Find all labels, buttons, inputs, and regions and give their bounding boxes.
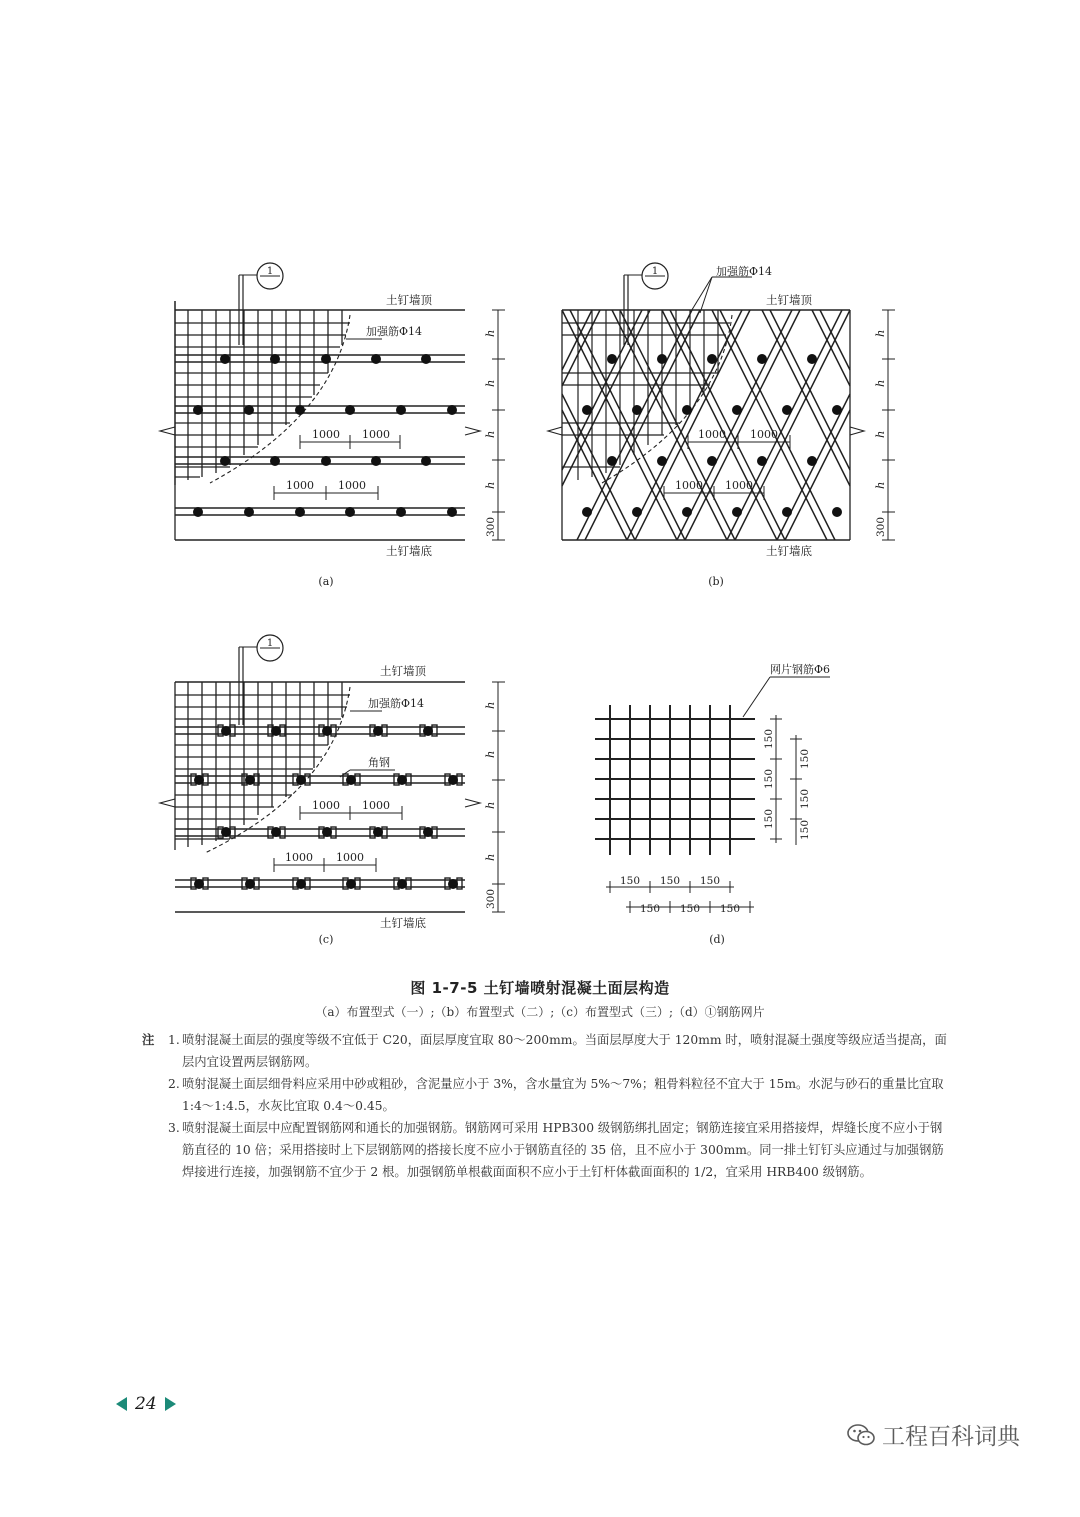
section-mark-number: 1	[266, 638, 274, 649]
dim-1000: 1000	[286, 479, 314, 492]
dim-1000: 1000	[675, 479, 703, 492]
dim-1000: 1000	[750, 428, 778, 441]
diamond-lattice	[562, 310, 850, 540]
dim-1000: 1000	[725, 479, 753, 492]
dim-1000: 1000	[312, 799, 340, 812]
dim-h: h	[483, 801, 497, 809]
note-item: 3. 喷射混凝土面层中应配置钢筋网和通长的加强钢筋。钢筋网可采用 HPB300 级钢筋绑扎固定；钢筋连接宜采用搭接焊，焊缝长度不应小于钢筋直径的 10 倍；采用搭接时上下层钢筋网的搭接长度不应小于钢筋直径的 35 倍，且不应小于 300mm。同一排土钉钉头应通过与加强钢筋焊接进行连接，加强钢筋不宜少于 2 根。加强钢筋单根截面面积不应小于土钉杆体截面面积的 1/2，宜采用 HRB400 级钢筋。	[168, 1121, 944, 1179]
dim-300: 300	[875, 516, 887, 537]
figure-d	[580, 655, 860, 950]
reinforcement-bar-label: 加强筋Φ14	[366, 325, 423, 338]
watermark-text: 工程百科词典	[882, 1424, 1020, 1450]
dim-h: h	[873, 329, 887, 337]
watermark	[846, 1418, 1020, 1451]
dim-1000: 1000	[285, 851, 313, 864]
dim-1000: 1000	[336, 851, 364, 864]
wall-top-label: 土钉墙顶	[380, 664, 426, 678]
dim-h: h	[483, 750, 497, 758]
dim-150: 150	[799, 819, 811, 841]
note-text: 喷射混凝土面层的强度等级不宜低于 C20，面层厚度宜取 80～200mm。当面层厚度大于 120mm 时，喷射混凝土强度等级应适当提高，面层内宜设置两层钢筋网。	[182, 1033, 947, 1069]
figure-c-label: (c)	[318, 933, 334, 946]
mesh-sheet	[595, 705, 755, 855]
figure-c	[150, 625, 530, 955]
notes-label: 注	[142, 1032, 155, 1047]
dim-150: 150	[799, 788, 811, 810]
dim-150: 150	[763, 728, 775, 750]
dim-h: h	[873, 481, 887, 489]
angle-steel-label: 角钢	[368, 756, 390, 769]
dim-150: 150	[719, 903, 741, 915]
dim-300: 300	[485, 888, 497, 909]
mesh-bar-label: 网片钢筋Φ6	[770, 663, 831, 676]
wall-top-label: 土钉墙顶	[766, 293, 812, 307]
dim-150: 150	[619, 875, 641, 887]
figure-d-label: (d)	[709, 933, 725, 946]
prev-page-icon[interactable]	[116, 1397, 127, 1411]
wall-top-label: 土钉墙顶	[386, 293, 432, 307]
reinforcement-bar-label: 加强筋Φ14	[716, 265, 773, 278]
page-number: 24	[135, 1394, 157, 1414]
note-item: 2. 喷射混凝土面层细骨料应采用中砂或粗砂，含泥量应小于 3%，含水量宜为 5%～7%；粗骨料粒径不宜大于 15m。水泥与砂石的重量比宜取 1:4～1:4.5，水灰比宜取 0.4～0.45。	[168, 1077, 944, 1113]
dim-h: h	[483, 430, 497, 438]
figure-title: 图 1-7-5 土钉墙喷射混凝土面层构造	[410, 979, 670, 997]
reinforcement-bar-label: 加强筋Φ14	[368, 697, 425, 710]
dim-h: h	[483, 701, 497, 709]
figure-a	[150, 255, 530, 595]
dim-150: 150	[799, 748, 811, 770]
dim-h: h	[483, 853, 497, 861]
wall-bottom-label: 土钉墙底	[380, 916, 426, 930]
dim-h: h	[483, 481, 497, 489]
dim-150: 150	[699, 875, 721, 887]
note-text: 喷射混凝土面层细骨料应采用中砂或粗砂，含泥量应小于 3%，含水量宜为 5%～7%；粗骨料粒径不宜大于 15m。水泥与砂石的重量比宜取 1:4～1:4.5，水灰比宜取 0.4～0.45。	[182, 1077, 944, 1113]
dim-h: h	[873, 430, 887, 438]
note-text: 喷射混凝土面层中应配置钢筋网和通长的加强钢筋。钢筋网可采用 HPB300 级钢筋绑扎固定；钢筋连接宜采用搭接焊，焊缝长度不应小于钢筋直径的 10 倍；采用搭接时上下层钢筋网的搭接长度不应小于钢筋直径的 35 倍，且不应小于 300mm。同一排土钉钉头应通过与加强钢筋焊接进行连接，加强钢筋不宜少于 2 根。加强钢筋单根截面面积不应小于土钉杆体截面面积的 1/2，宜采用 HRB400 级钢筋。	[182, 1121, 944, 1179]
dim-1000: 1000	[362, 428, 390, 441]
wall-bottom-label: 土钉墙底	[386, 544, 432, 558]
dim-150: 150	[763, 768, 775, 790]
wall-bottom-label: 土钉墙底	[766, 544, 812, 558]
dim-150: 150	[763, 808, 775, 830]
page-navigator	[116, 1394, 176, 1414]
figure-a-label: (a)	[318, 575, 334, 588]
wechat-icon	[846, 1422, 876, 1448]
figure-b-label: (b)	[708, 575, 724, 588]
dim-150: 150	[659, 875, 681, 887]
section-mark-number: 1	[266, 266, 274, 277]
figure-subtitle: （a）布置型式（一）;（b）布置型式（二）;（c）布置型式（三）;（d）①钢筋网片	[315, 1005, 765, 1019]
dim-h: h	[873, 379, 887, 387]
dim-1000: 1000	[698, 428, 726, 441]
dim-150: 150	[639, 903, 661, 915]
dim-1000: 1000	[312, 428, 340, 441]
next-page-icon[interactable]	[165, 1397, 176, 1411]
dim-300: 300	[485, 516, 497, 537]
dim-150: 150	[679, 903, 701, 915]
dim-h: h	[483, 379, 497, 387]
dim-1000: 1000	[362, 799, 390, 812]
figure-b	[540, 255, 920, 595]
dim-1000: 1000	[338, 479, 366, 492]
section-mark-number: 1	[651, 266, 659, 277]
notes-section	[142, 1029, 947, 1183]
dim-h: h	[483, 329, 497, 337]
note-item: 注 1. 喷射混凝土面层的强度等级不宜低于 C20，面层厚度宜取 80～200mm。当面层厚度大于 120mm 时，喷射混凝土强度等级应适当提高，面层内宜设置两层钢筋网。	[142, 1029, 947, 1073]
